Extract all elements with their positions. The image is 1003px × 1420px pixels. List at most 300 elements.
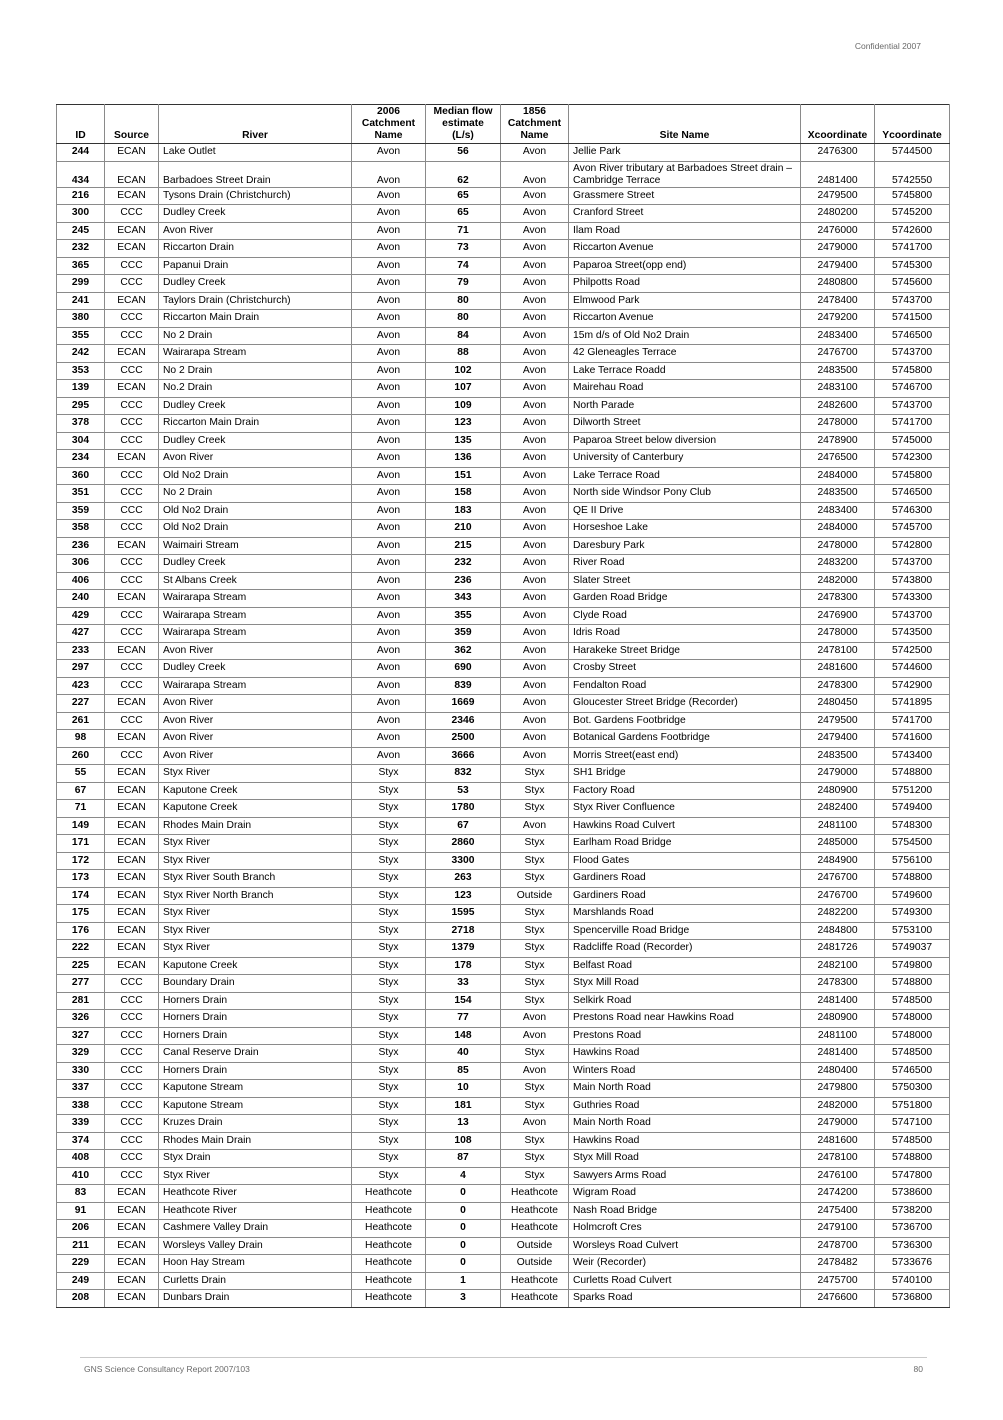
- cell-median-flow: 85: [426, 1062, 501, 1080]
- table-row: [57, 992, 950, 1010]
- cell-1856-catchment: Outside: [501, 1255, 569, 1273]
- table-row: [57, 240, 950, 258]
- cell-river: No 2 Drain: [159, 327, 352, 345]
- cell-id: 176: [57, 922, 105, 940]
- cell-id: 241: [57, 292, 105, 310]
- cell-id: 429: [57, 607, 105, 625]
- cell-id: 236: [57, 537, 105, 555]
- cell-median-flow: 151: [426, 467, 501, 485]
- table-row: [57, 817, 950, 835]
- cell-2006-catchment: Avon: [352, 642, 426, 660]
- cell-1856-catchment: Avon: [501, 572, 569, 590]
- cell-2006-catchment: Avon: [352, 415, 426, 433]
- cell-2006-catchment: Styx: [352, 1150, 426, 1168]
- cell-river: No.2 Drain: [159, 380, 352, 398]
- table-row: [57, 1185, 950, 1203]
- cell-id: 206: [57, 1220, 105, 1238]
- cell-1856-catchment: Avon: [501, 432, 569, 450]
- cell-median-flow: 181: [426, 1097, 501, 1115]
- flow-sites-table: [56, 104, 950, 1308]
- cell-median-flow: 1379: [426, 940, 501, 958]
- table-row: [57, 1290, 950, 1308]
- cell-2006-catchment: Heathcote: [352, 1237, 426, 1255]
- cell-id: 330: [57, 1062, 105, 1080]
- col-2006-catchment-header: 2006 Catchment Name: [352, 105, 426, 144]
- cell-river: Tysons Drain (Christchurch): [159, 187, 352, 205]
- cell-source: ECAN: [105, 887, 159, 905]
- cell-ycoordinate: 5742900: [875, 677, 950, 695]
- cell-id: 359: [57, 502, 105, 520]
- cell-id: 83: [57, 1185, 105, 1203]
- cell-median-flow: 40: [426, 1045, 501, 1063]
- cell-2006-catchment: Styx: [352, 1080, 426, 1098]
- cell-median-flow: 67: [426, 817, 501, 835]
- table-row: [57, 887, 950, 905]
- cell-1856-catchment: Avon: [501, 205, 569, 223]
- cell-median-flow: 53: [426, 782, 501, 800]
- cell-site-name: 42 Gleneagles Terrace: [569, 345, 801, 363]
- cell-1856-catchment: Heathcote: [501, 1185, 569, 1203]
- cell-1856-catchment: Avon: [501, 485, 569, 503]
- cell-id: 71: [57, 800, 105, 818]
- cell-xcoordinate: 2479000: [801, 240, 875, 258]
- cell-river: Avon River: [159, 450, 352, 468]
- cell-river: Waimairi Stream: [159, 537, 352, 555]
- cell-site-name: Paparoa Street below diversion: [569, 432, 801, 450]
- table-row: [57, 957, 950, 975]
- cell-source: ECAN: [105, 1220, 159, 1238]
- cell-2006-catchment: Avon: [352, 502, 426, 520]
- cell-1856-catchment: Styx: [501, 1080, 569, 1098]
- cell-xcoordinate: 2476500: [801, 450, 875, 468]
- cell-source: CCC: [105, 1080, 159, 1098]
- cell-1856-catchment: Heathcote: [501, 1272, 569, 1290]
- cell-site-name: Gardiners Road: [569, 887, 801, 905]
- cell-median-flow: 0: [426, 1255, 501, 1273]
- cell-site-name: Styx Mill Road: [569, 975, 801, 993]
- table-row: [57, 502, 950, 520]
- table-row: [57, 1220, 950, 1238]
- cell-xcoordinate: 2481600: [801, 1132, 875, 1150]
- table-row: [57, 485, 950, 503]
- cell-1856-catchment: Styx: [501, 1097, 569, 1115]
- table-row: [57, 327, 950, 345]
- table-row: [57, 1132, 950, 1150]
- cell-ycoordinate: 5746300: [875, 502, 950, 520]
- cell-river: Horners Drain: [159, 992, 352, 1010]
- cell-median-flow: 690: [426, 660, 501, 678]
- cell-2006-catchment: Avon: [352, 485, 426, 503]
- cell-2006-catchment: Avon: [352, 144, 426, 162]
- cell-id: 225: [57, 957, 105, 975]
- cell-1856-catchment: Avon: [501, 161, 569, 187]
- cell-median-flow: 3300: [426, 852, 501, 870]
- cell-1856-catchment: Avon: [501, 1010, 569, 1028]
- cell-1856-catchment: Styx: [501, 835, 569, 853]
- cell-site-name: Flood Gates: [569, 852, 801, 870]
- cell-source: CCC: [105, 1010, 159, 1028]
- cell-xcoordinate: 2476900: [801, 607, 875, 625]
- cell-2006-catchment: Heathcote: [352, 1220, 426, 1238]
- cell-ycoordinate: 5741895: [875, 695, 950, 713]
- cell-site-name: Jellie Park: [569, 144, 801, 162]
- cell-1856-catchment: Styx: [501, 870, 569, 888]
- cell-median-flow: 232: [426, 555, 501, 573]
- cell-1856-catchment: Styx: [501, 957, 569, 975]
- cell-river: Avon River: [159, 222, 352, 240]
- table-row: [57, 1080, 950, 1098]
- cell-river: Old No2 Drain: [159, 467, 352, 485]
- cell-site-name: Factory Road: [569, 782, 801, 800]
- table-row: [57, 362, 950, 380]
- cell-river: Styx River: [159, 905, 352, 923]
- cell-ycoordinate: 5751200: [875, 782, 950, 800]
- table-row: [57, 625, 950, 643]
- cell-1856-catchment: Avon: [501, 275, 569, 293]
- cell-source: CCC: [105, 555, 159, 573]
- table-row: [57, 1237, 950, 1255]
- cell-site-name: Prestons Road: [569, 1027, 801, 1045]
- cell-ycoordinate: 5746500: [875, 327, 950, 345]
- cell-source: ECAN: [105, 765, 159, 783]
- cell-source: ECAN: [105, 144, 159, 162]
- cell-source: CCC: [105, 712, 159, 730]
- cell-ycoordinate: 5741700: [875, 240, 950, 258]
- cell-river: Rhodes Main Drain: [159, 1132, 352, 1150]
- cell-site-name: Gloucester Street Bridge (Recorder): [569, 695, 801, 713]
- cell-2006-catchment: Avon: [352, 730, 426, 748]
- cell-ycoordinate: 5742600: [875, 222, 950, 240]
- cell-1856-catchment: Avon: [501, 187, 569, 205]
- cell-source: CCC: [105, 362, 159, 380]
- cell-1856-catchment: Avon: [501, 380, 569, 398]
- cell-id: 378: [57, 415, 105, 433]
- cell-ycoordinate: 5748500: [875, 1045, 950, 1063]
- cell-source: ECAN: [105, 642, 159, 660]
- cell-xcoordinate: 2481100: [801, 817, 875, 835]
- cell-median-flow: 123: [426, 415, 501, 433]
- cell-median-flow: 0: [426, 1202, 501, 1220]
- page-number: 80: [913, 1364, 923, 1374]
- cell-id: 173: [57, 870, 105, 888]
- cell-xcoordinate: 2478300: [801, 590, 875, 608]
- cell-river: Kaputone Creek: [159, 957, 352, 975]
- cell-2006-catchment: Avon: [352, 432, 426, 450]
- cell-median-flow: 343: [426, 590, 501, 608]
- cell-2006-catchment: Styx: [352, 835, 426, 853]
- cell-1856-catchment: Heathcote: [501, 1202, 569, 1220]
- cell-ycoordinate: 5748800: [875, 765, 950, 783]
- cell-1856-catchment: Styx: [501, 1150, 569, 1168]
- cell-source: CCC: [105, 520, 159, 538]
- table-row: [57, 975, 950, 993]
- cell-site-name: Clyde Road: [569, 607, 801, 625]
- cell-1856-catchment: Avon: [501, 1062, 569, 1080]
- cell-source: CCC: [105, 660, 159, 678]
- cell-xcoordinate: 2480900: [801, 1010, 875, 1028]
- cell-ycoordinate: 5733676: [875, 1255, 950, 1273]
- cell-2006-catchment: Heathcote: [352, 1202, 426, 1220]
- cell-2006-catchment: Styx: [352, 1010, 426, 1028]
- cell-site-name: QE II Drive: [569, 502, 801, 520]
- cell-site-name: Prestons Road near Hawkins Road: [569, 1010, 801, 1028]
- table-row: [57, 1255, 950, 1273]
- cell-site-name: Sawyers Arms Road: [569, 1167, 801, 1185]
- cell-2006-catchment: Styx: [352, 817, 426, 835]
- cell-xcoordinate: 2485000: [801, 835, 875, 853]
- cell-2006-catchment: Avon: [352, 607, 426, 625]
- cell-id: 227: [57, 695, 105, 713]
- cell-ycoordinate: 5736300: [875, 1237, 950, 1255]
- cell-2006-catchment: Avon: [352, 397, 426, 415]
- cell-site-name: Dilworth Street: [569, 415, 801, 433]
- cell-id: 297: [57, 660, 105, 678]
- cell-median-flow: 88: [426, 345, 501, 363]
- table-row: [57, 607, 950, 625]
- cell-1856-catchment: Styx: [501, 1132, 569, 1150]
- cell-river: Styx River: [159, 1167, 352, 1185]
- cell-river: Riccarton Drain: [159, 240, 352, 258]
- cell-source: ECAN: [105, 161, 159, 187]
- cell-source: CCC: [105, 1045, 159, 1063]
- cell-2006-catchment: Styx: [352, 870, 426, 888]
- cell-median-flow: 10: [426, 1080, 501, 1098]
- cell-source: CCC: [105, 310, 159, 328]
- cell-median-flow: 73: [426, 240, 501, 258]
- table-row: [57, 205, 950, 223]
- cell-xcoordinate: 2482600: [801, 397, 875, 415]
- cell-ycoordinate: 5754500: [875, 835, 950, 853]
- col-ycoordinate-header: Ycoordinate: [875, 105, 950, 144]
- cell-2006-catchment: Styx: [352, 992, 426, 1010]
- cell-river: Riccarton Main Drain: [159, 415, 352, 433]
- cell-median-flow: 178: [426, 957, 501, 975]
- cell-ycoordinate: 5741600: [875, 730, 950, 748]
- cell-ycoordinate: 5749800: [875, 957, 950, 975]
- cell-ycoordinate: 5748800: [875, 870, 950, 888]
- cell-site-name: Styx River Confluence: [569, 800, 801, 818]
- cell-1856-catchment: Avon: [501, 537, 569, 555]
- cell-river: Cashmere Valley Drain: [159, 1220, 352, 1238]
- cell-ycoordinate: 5742500: [875, 642, 950, 660]
- table-row: [57, 922, 950, 940]
- cell-id: 358: [57, 520, 105, 538]
- cell-1856-catchment: Styx: [501, 922, 569, 940]
- cell-river: Lake Outlet: [159, 144, 352, 162]
- cell-source: ECAN: [105, 537, 159, 555]
- cell-1856-catchment: Styx: [501, 1167, 569, 1185]
- cell-river: Dudley Creek: [159, 660, 352, 678]
- cell-xcoordinate: 2478100: [801, 1150, 875, 1168]
- cell-site-name: Avon River tributary at Barbadoes Street drain – Cambridge Terrace: [569, 161, 801, 187]
- cell-source: ECAN: [105, 1237, 159, 1255]
- cell-ycoordinate: 5738600: [875, 1185, 950, 1203]
- cell-1856-catchment: Avon: [501, 677, 569, 695]
- cell-river: Canal Reserve Drain: [159, 1045, 352, 1063]
- table-row: [57, 397, 950, 415]
- cell-median-flow: 148: [426, 1027, 501, 1045]
- cell-ycoordinate: 5745800: [875, 187, 950, 205]
- cell-id: 360: [57, 467, 105, 485]
- cell-xcoordinate: 2474200: [801, 1185, 875, 1203]
- cell-site-name: Daresbury Park: [569, 537, 801, 555]
- cell-site-name: Bot. Gardens Footbridge: [569, 712, 801, 730]
- cell-xcoordinate: 2484000: [801, 467, 875, 485]
- cell-1856-catchment: Outside: [501, 1237, 569, 1255]
- table-row: [57, 1045, 950, 1063]
- cell-site-name: Belfast Road: [569, 957, 801, 975]
- table-row: [57, 1062, 950, 1080]
- cell-site-name: SH1 Bridge: [569, 765, 801, 783]
- cell-id: 410: [57, 1167, 105, 1185]
- cell-1856-catchment: Styx: [501, 975, 569, 993]
- col-1856-catchment-header: 1856 Catchment Name: [501, 105, 569, 144]
- cell-2006-catchment: Avon: [352, 555, 426, 573]
- cell-median-flow: 71: [426, 222, 501, 240]
- cell-xcoordinate: 2475400: [801, 1202, 875, 1220]
- cell-median-flow: 0: [426, 1185, 501, 1203]
- cell-ycoordinate: 5743700: [875, 397, 950, 415]
- cell-source: CCC: [105, 397, 159, 415]
- table-row: [57, 292, 950, 310]
- cell-source: CCC: [105, 1062, 159, 1080]
- cell-id: 249: [57, 1272, 105, 1290]
- cell-2006-catchment: Avon: [352, 327, 426, 345]
- cell-xcoordinate: 2478000: [801, 415, 875, 433]
- cell-1856-catchment: Avon: [501, 345, 569, 363]
- cell-source: CCC: [105, 502, 159, 520]
- cell-xcoordinate: 2482000: [801, 572, 875, 590]
- cell-river: Styx Drain: [159, 1150, 352, 1168]
- cell-source: ECAN: [105, 852, 159, 870]
- cell-2006-catchment: Avon: [352, 520, 426, 538]
- cell-ycoordinate: 5741500: [875, 310, 950, 328]
- cell-median-flow: 74: [426, 257, 501, 275]
- cell-ycoordinate: 5747100: [875, 1115, 950, 1133]
- cell-ycoordinate: 5741700: [875, 415, 950, 433]
- cell-median-flow: 80: [426, 310, 501, 328]
- table-row: [57, 1150, 950, 1168]
- cell-2006-catchment: Avon: [352, 362, 426, 380]
- table-row: [57, 415, 950, 433]
- cell-river: Papanui Drain: [159, 257, 352, 275]
- cell-median-flow: 56: [426, 144, 501, 162]
- cell-xcoordinate: 2479800: [801, 1080, 875, 1098]
- cell-median-flow: 362: [426, 642, 501, 660]
- cell-id: 174: [57, 887, 105, 905]
- cell-xcoordinate: 2476700: [801, 887, 875, 905]
- cell-2006-catchment: Styx: [352, 1027, 426, 1045]
- cell-median-flow: 1595: [426, 905, 501, 923]
- cell-xcoordinate: 2480900: [801, 782, 875, 800]
- confidential-label: Confidential 2007: [854, 41, 921, 51]
- cell-site-name: Mairehau Road: [569, 380, 801, 398]
- cell-river: Kaputone Stream: [159, 1097, 352, 1115]
- cell-site-name: Holmcroft Cres: [569, 1220, 801, 1238]
- cell-source: CCC: [105, 485, 159, 503]
- table-row: [57, 1167, 950, 1185]
- cell-ycoordinate: 5748300: [875, 817, 950, 835]
- cell-xcoordinate: 2483500: [801, 362, 875, 380]
- cell-source: CCC: [105, 1027, 159, 1045]
- cell-river: Avon River: [159, 730, 352, 748]
- cell-river: St Albans Creek: [159, 572, 352, 590]
- cell-median-flow: 107: [426, 380, 501, 398]
- table-row: [57, 905, 950, 923]
- cell-id: 232: [57, 240, 105, 258]
- cell-ycoordinate: 5736700: [875, 1220, 950, 1238]
- cell-site-name: Styx Mill Road: [569, 1150, 801, 1168]
- cell-site-name: Botanical Gardens Footbridge: [569, 730, 801, 748]
- cell-river: Kaputone Stream: [159, 1080, 352, 1098]
- cell-ycoordinate: 5746500: [875, 485, 950, 503]
- cell-median-flow: 839: [426, 677, 501, 695]
- cell-median-flow: 135: [426, 432, 501, 450]
- cell-1856-catchment: Avon: [501, 642, 569, 660]
- cell-site-name: Weir (Recorder): [569, 1255, 801, 1273]
- cell-median-flow: 215: [426, 537, 501, 555]
- cell-site-name: Radcliffe Road (Recorder): [569, 940, 801, 958]
- cell-source: ECAN: [105, 817, 159, 835]
- cell-2006-catchment: Avon: [352, 380, 426, 398]
- table-row: [57, 782, 950, 800]
- cell-2006-catchment: Avon: [352, 257, 426, 275]
- cell-xcoordinate: 2478100: [801, 642, 875, 660]
- cell-source: CCC: [105, 432, 159, 450]
- cell-2006-catchment: Styx: [352, 905, 426, 923]
- cell-xcoordinate: 2479400: [801, 730, 875, 748]
- cell-site-name: Main North Road: [569, 1115, 801, 1133]
- cell-river: Old No2 Drain: [159, 502, 352, 520]
- cell-median-flow: 65: [426, 205, 501, 223]
- cell-site-name: Riccarton Avenue: [569, 310, 801, 328]
- cell-xcoordinate: 2482200: [801, 905, 875, 923]
- cell-id: 306: [57, 555, 105, 573]
- cell-ycoordinate: 5745300: [875, 257, 950, 275]
- cell-xcoordinate: 2483500: [801, 747, 875, 765]
- cell-source: ECAN: [105, 835, 159, 853]
- cell-id: 434: [57, 161, 105, 187]
- cell-id: 175: [57, 905, 105, 923]
- cell-ycoordinate: 5744600: [875, 660, 950, 678]
- cell-2006-catchment: Avon: [352, 537, 426, 555]
- cell-source: CCC: [105, 1150, 159, 1168]
- cell-id: 427: [57, 625, 105, 643]
- cell-source: CCC: [105, 992, 159, 1010]
- cell-source: CCC: [105, 572, 159, 590]
- table-row: [57, 345, 950, 363]
- cell-site-name: Morris Street(east end): [569, 747, 801, 765]
- cell-river: Avon River: [159, 712, 352, 730]
- cell-median-flow: 210: [426, 520, 501, 538]
- cell-median-flow: 87: [426, 1150, 501, 1168]
- table-row: [57, 144, 950, 162]
- cell-xcoordinate: 2479000: [801, 1115, 875, 1133]
- cell-river: Riccarton Main Drain: [159, 310, 352, 328]
- cell-1856-catchment: Styx: [501, 1045, 569, 1063]
- cell-1856-catchment: Avon: [501, 590, 569, 608]
- cell-median-flow: 832: [426, 765, 501, 783]
- cell-2006-catchment: Avon: [352, 345, 426, 363]
- col-river-header: River: [159, 105, 352, 144]
- cell-median-flow: 359: [426, 625, 501, 643]
- cell-2006-catchment: Styx: [352, 852, 426, 870]
- cell-median-flow: 1: [426, 1272, 501, 1290]
- cell-1856-catchment: Styx: [501, 765, 569, 783]
- cell-id: 406: [57, 572, 105, 590]
- cell-river: Styx River North Branch: [159, 887, 352, 905]
- cell-ycoordinate: 5753100: [875, 922, 950, 940]
